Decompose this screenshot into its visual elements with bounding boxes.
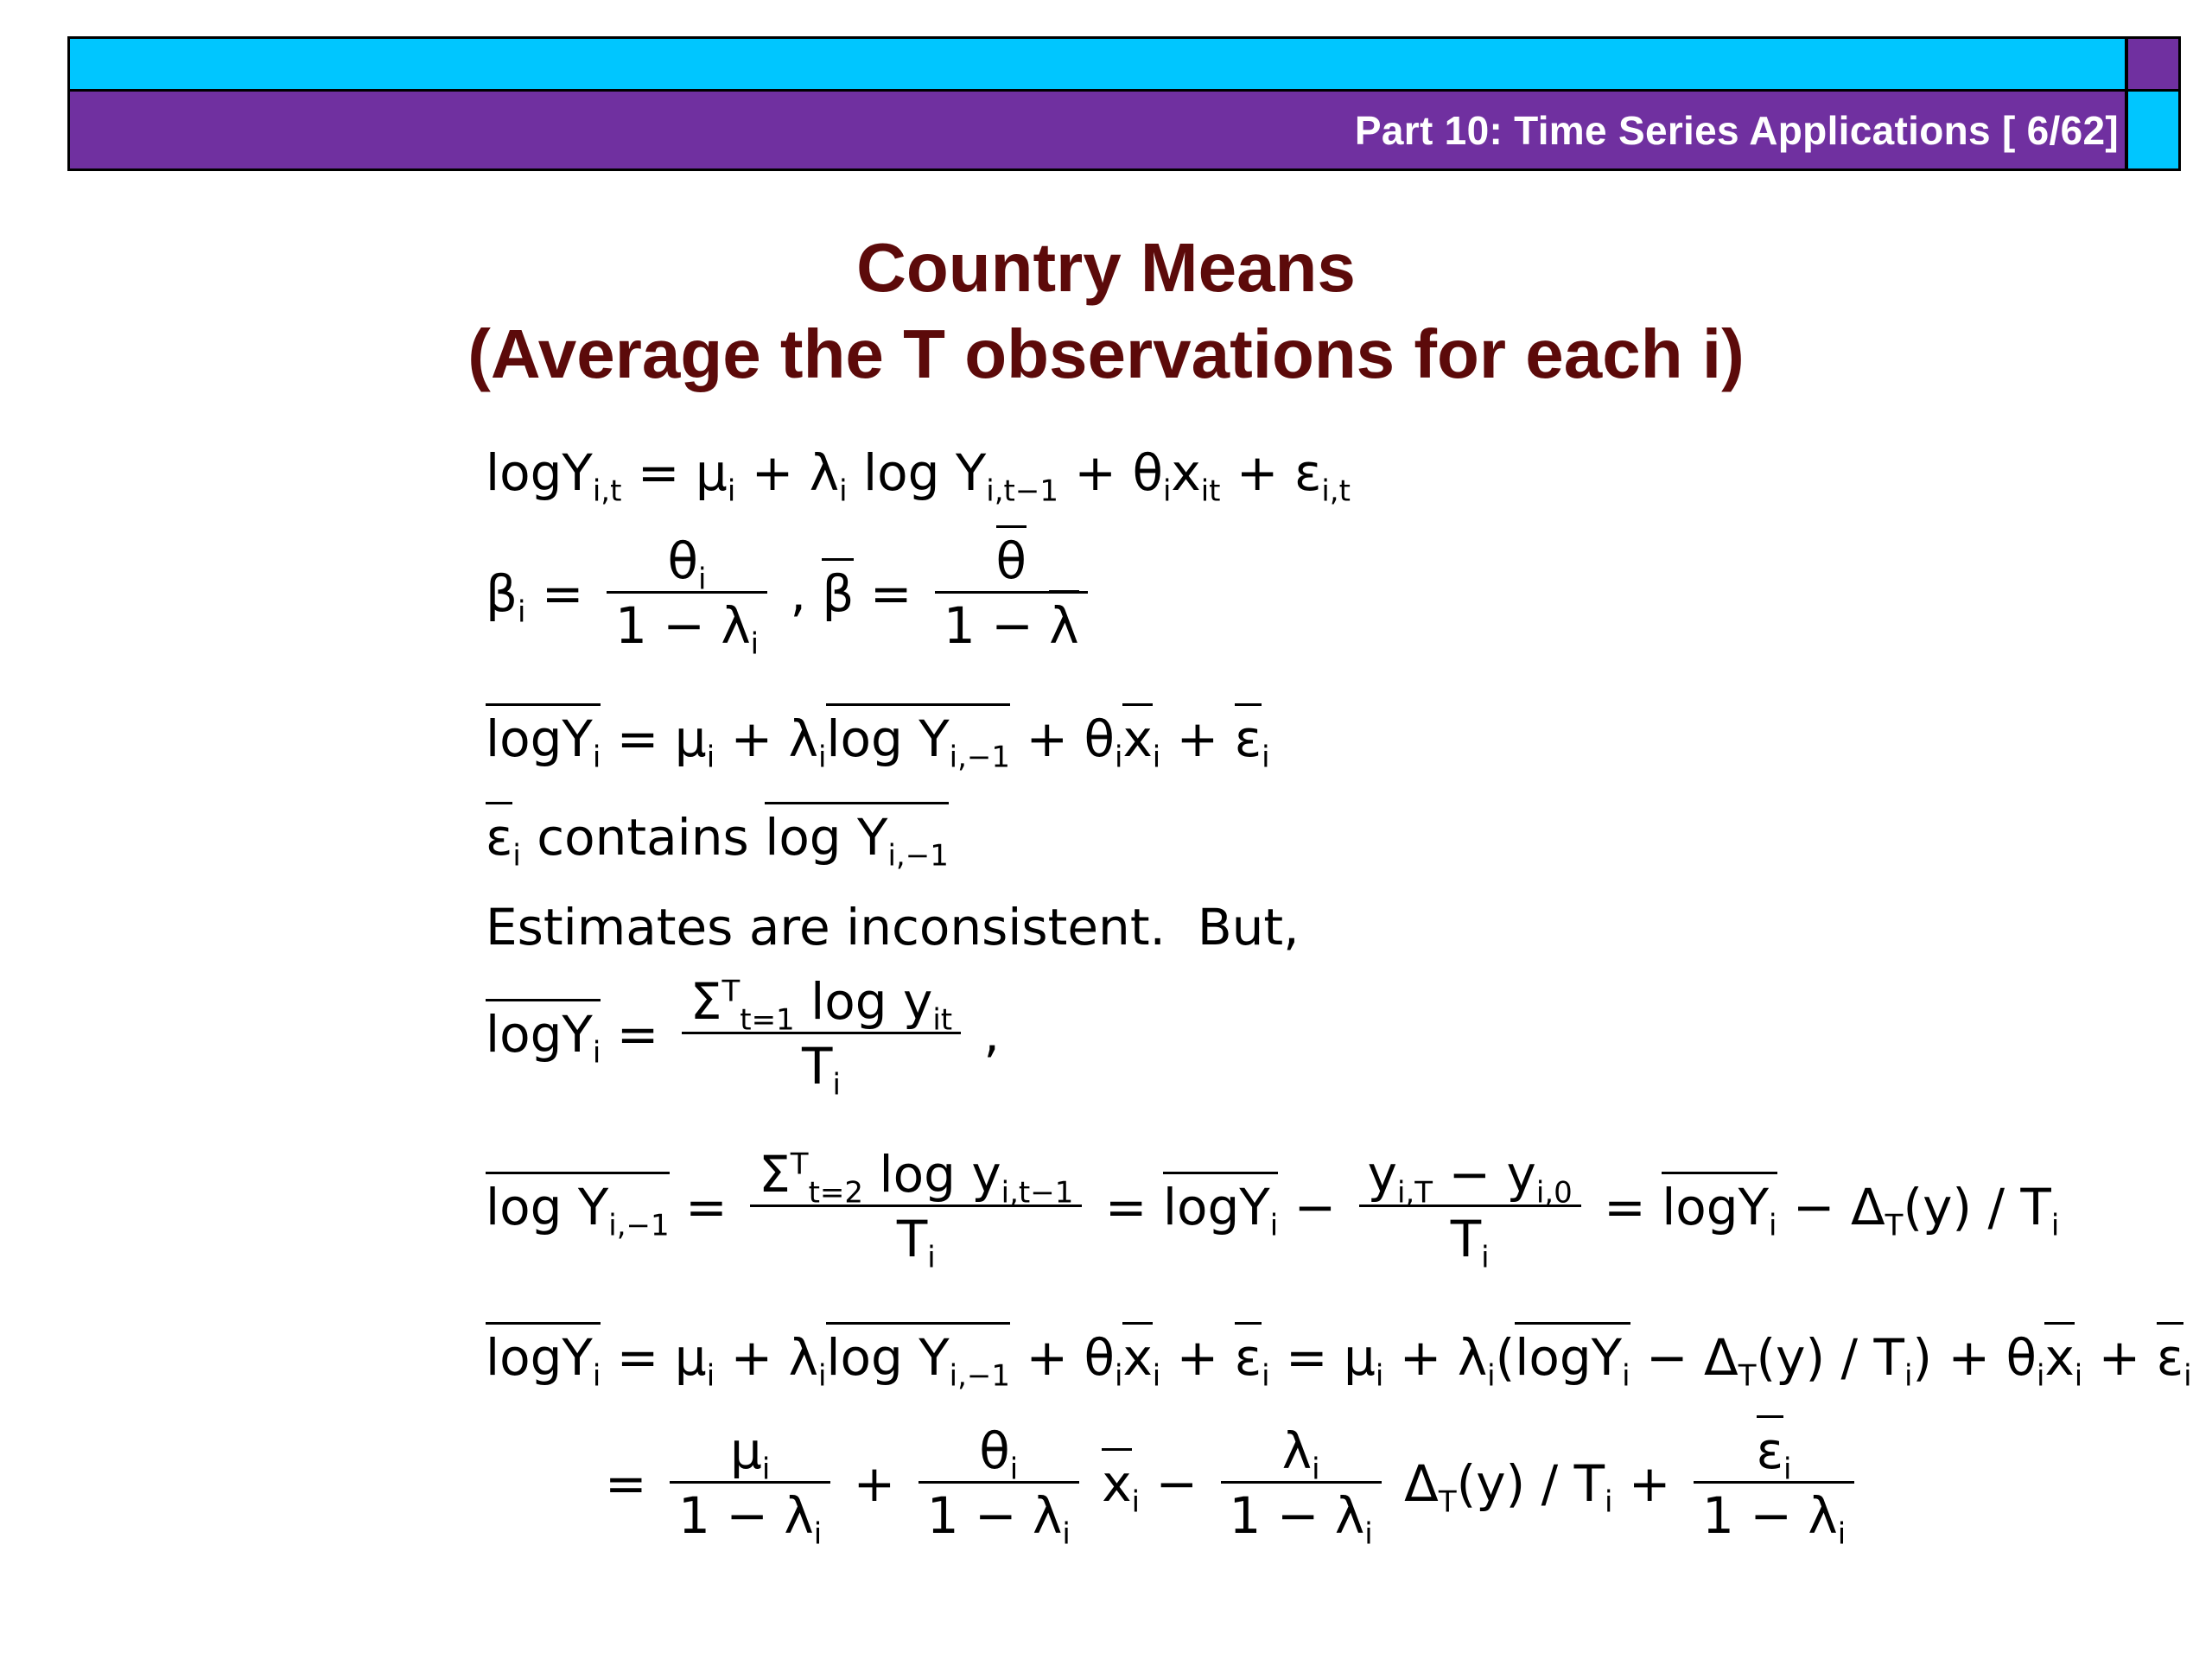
header-corner-square-cyan <box>2126 92 2181 171</box>
slide-subtitle: (Average the T observations for each i) <box>467 315 1745 392</box>
slide-header-label: Part 10: Time Series Applications [ 6/62] <box>1354 108 2119 153</box>
contains-word: contains <box>537 808 749 867</box>
slide-title: Country Means <box>856 229 1356 306</box>
equation-epsilon-contains: $\varepsilon_i$ contains $\log Y_{i,-1}$ <box>486 812 949 862</box>
equation-country-mean: $\log Y_i = \mu_i + \lambda_i\log$ $Y_{i,-1} + \theta_ix_i + \varepsilon_i$ <box>486 714 1270 764</box>
equation-reduced-form: = $\frac{\mu_i}{1 - \lambda_i}$ + $\frac{\theta_i}{1 - \lambda_i}$ $x_i$ − $\frac{\lambda_i}{1 - \lambda_i}$ $\Delta_T(y) / T_i$ + $\frac{\varepsilon_i}{1 - \lambda_i}$ <box>605 1426 1861 1541</box>
equation-lagged-mean: $\log Y_{i,-1}$ = $\frac{\Sigma^T_{t=2} \log y_{i,t-1}}{T_i}$ = logY$_i$ − $\frac{y_{i,T} - y_{i,0}}{T_i}$ = $\log Y_i - \Delta_T(y) / T_i$ <box>486 1145 2060 1275</box>
inconsistency-note: Estimates are inconsistent. But, <box>486 898 1300 957</box>
equation-beta: $\beta_i$ = $\frac{\theta_i}{1 - \lambda_i}$ , β = $\frac{\theta}{1 - \lambda}$ <box>486 536 1095 651</box>
header-corner-square-purple <box>2126 36 2181 92</box>
equation-model: $\log Y_{i,t} = \mu_i + \lambda_i$ $\log Y_{i,t-1} + \theta_ix_{it} + \varepsilon_{i,t}$ <box>486 443 1351 509</box>
equation-mean-definition: logY$_i$ = $\frac{\Sigma^T_{t=1} \log y_{it}}{T_i}$ , <box>486 972 1000 1103</box>
header-bar-cyan <box>67 36 2127 92</box>
equation-substitution: $\log Y_i = \mu_i + \lambda_i\log$ $Y_{i,-1} + \theta_ix_i + \varepsilon_i = \mu_i + \lambda_i(\log Y_i - \Delta_T(y) / T_i) + \theta_ix_i + \varepsilon_i$ <box>486 1332 2192 1382</box>
